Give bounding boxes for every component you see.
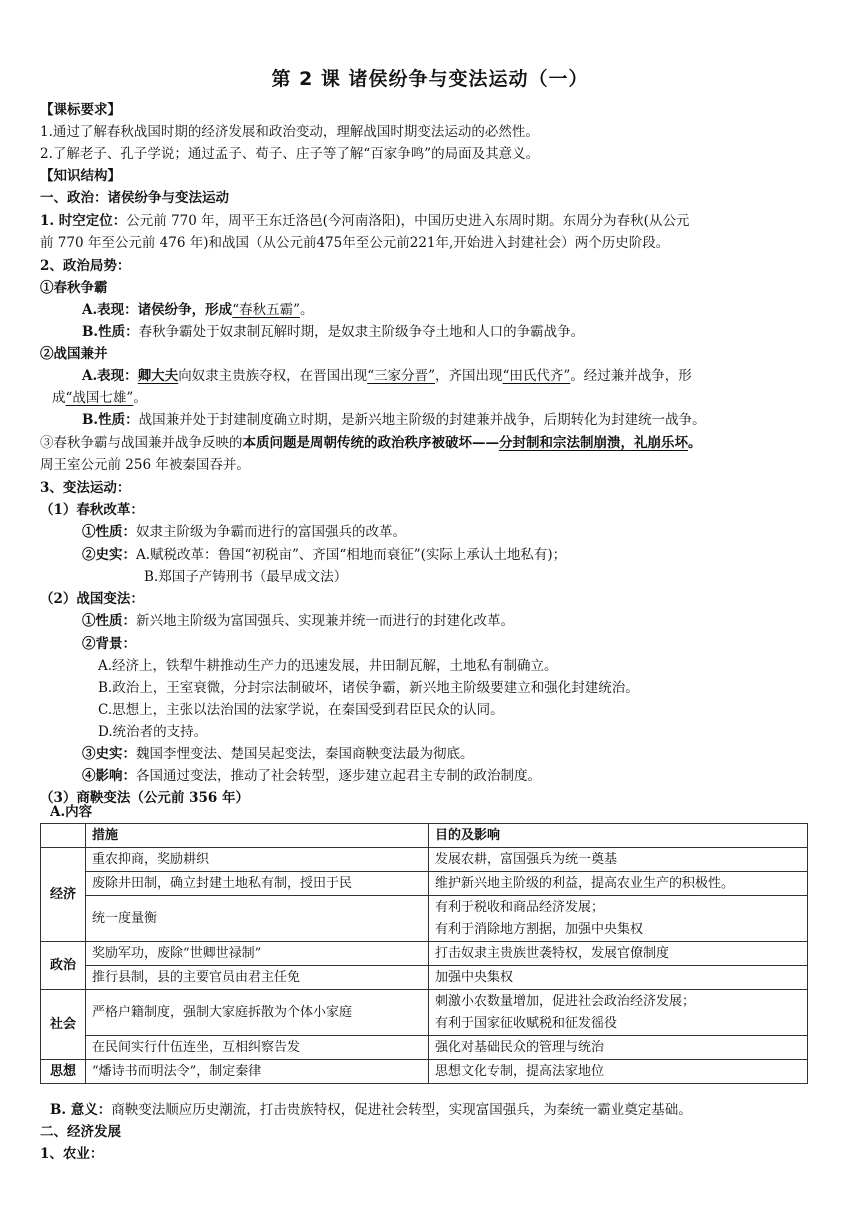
text: ，齐国出现	[435, 368, 503, 384]
label: B. 意义：	[50, 1102, 112, 1118]
underlined-term: “三家分晋”	[367, 368, 435, 384]
zg-background-label: ②背景：	[82, 636, 136, 652]
measure-cell: 统一度量衡	[86, 896, 429, 942]
label: A.表现：	[82, 302, 138, 318]
label: ④影响：	[82, 768, 136, 784]
header-measure: 措施	[86, 824, 429, 848]
table-row	[41, 896, 808, 942]
measure-cell: 在民间实行什伍连坐，互相纠察告发	[86, 1036, 429, 1060]
reform-heading: 3、变法运动：	[40, 480, 131, 496]
effect-cell: 强化对基础民众的管理与统治	[429, 1036, 808, 1060]
measure-cell: 推行县制，县的主要官员由君主任免	[86, 966, 429, 990]
text: 成	[52, 390, 66, 406]
chunqiu-a	[82, 299, 314, 321]
effect-cell	[429, 990, 808, 1036]
chunqiu-heading: ①春秋争霸	[40, 280, 108, 296]
curriculum-heading: 【课标要求】	[40, 102, 121, 118]
label: ①性质：	[82, 613, 136, 629]
effect-cell: 加强中央集权	[429, 966, 808, 990]
knowledge-heading: 【知识结构】	[40, 168, 121, 184]
cq-nature	[82, 521, 406, 543]
measure-cell: 严格户籍制度，强制大家庭拆散为个体小家庭	[86, 990, 429, 1036]
bg-c: C.思想上，主张以法治国的法家学说，在秦国受到君臣民众的认同。	[98, 702, 504, 718]
underlined-term: “春秋五霸”	[232, 302, 300, 318]
text: 。	[300, 302, 314, 318]
table-row	[41, 966, 808, 990]
underlined-term: 卿大夫	[137, 368, 179, 384]
zhanguo-a	[82, 365, 692, 387]
shangyang-heading: （3）商鞅变法（公元前 356 年）	[40, 790, 249, 806]
text: 。	[688, 435, 702, 451]
text: 春秋争霸处于奴隶制瓦解时期，是奴隶主阶级争夺土地和人口的争霸战争。	[138, 324, 585, 340]
bg-b: B.政治上，王室衰微，分封宗法制破坏，诸侯争霸，新兴地主阶级要建立和强化封建统治。	[98, 680, 639, 696]
zhanguo-heading: ②战国兼并	[40, 346, 108, 362]
text: 魏国李悝变法、楚国吴起变法，秦国商鞅变法最为彻底。	[136, 746, 474, 762]
lesson-title: 第 2 课 诸侯纷争与变法运动（一）	[271, 68, 589, 90]
label: A.表现：	[82, 368, 138, 384]
text: 各国通过变法，推动了社会转型，逐步建立起君主专制的政治制度。	[136, 768, 541, 784]
table-row	[41, 872, 808, 896]
economy-heading: 二、经济发展	[40, 1124, 121, 1140]
effect-line: 刺激小农数量增加，促进社会政治经济发展；	[435, 993, 696, 1009]
text: A.赋税改革：鲁国“初税亩”、齐国“相地而衰征”(实际上承认土地私有)；	[136, 547, 567, 563]
label: B.性质：	[82, 412, 139, 428]
effect-line: 有利于税收和商品经济发展；	[435, 899, 605, 915]
table-row	[41, 848, 808, 872]
curriculum-item-2: 2.了解老子、孔子学说；通过孟子、荀子、庄子等了解“百家争鸣”的局面及其意义。	[40, 146, 540, 162]
cq-facts-b: B.郑国子产铸刑书（最早成文法）	[144, 569, 348, 585]
text: 奴隶主阶级为争霸而进行的富国强兵的改革。	[136, 524, 406, 540]
text: 新兴地主阶级为富国强兵、实现兼并统一而进行的封建化改革。	[136, 613, 514, 629]
header-effect: 目的及影响	[429, 824, 808, 848]
measure-cell: 重农抑商，奖励耕织	[86, 848, 429, 872]
curriculum-item-1: 1.通过了解春秋战国时期的经济发展和政治变动，理解战国时期变法运动的必然性。	[40, 124, 539, 140]
text: 战国兼并处于封建制度确立时期，是新兴地主阶级的封建兼并战争，后期转化为封建统一战争。	[138, 412, 706, 428]
table-row	[41, 990, 808, 1036]
essence-line	[40, 432, 702, 454]
text: 诸侯纷争，形成	[137, 302, 233, 318]
category-economy: 经济	[41, 848, 86, 942]
table-row	[41, 1036, 808, 1060]
meaning-line	[50, 1099, 692, 1121]
content-label: A.内容	[50, 804, 93, 820]
effect-line: 有利于国家征收赋税和征发徭役	[435, 1015, 618, 1031]
reform-table	[40, 823, 808, 1084]
zhanguo-b	[82, 409, 706, 431]
text: 商鞅变法顺应历史潮流，打击贵族特权，促进社会转型，实现富国强兵，为秦统一霸业奠定基础。	[111, 1102, 692, 1118]
bg-d: D.统治者的支持。	[98, 724, 208, 740]
text: 本质问题是周朝传统的政治秩序被破坏——	[242, 435, 499, 451]
section-1-heading: 一、政治：诸侯纷争与变法运动	[40, 190, 229, 206]
table-row	[41, 942, 808, 966]
effect-cell: 打击奴隶主贵族世袭特权，发展官僚制度	[429, 942, 808, 966]
table-corner	[41, 824, 86, 848]
effect-cell: 维护新兴地主阶级的利益，提高农业生产的积极性。	[429, 872, 808, 896]
category-society: 社会	[41, 990, 86, 1060]
bg-a: A.经济上，铁犁牛耕推动生产力的迅速发展，井田制瓦解，土地私有制确立。	[98, 658, 558, 674]
label: ②史实：	[82, 547, 136, 563]
zhanguo-reform-heading: （2）战国变法：	[40, 591, 144, 607]
political-situation-heading: 2、政治局势：	[40, 258, 131, 274]
text: 向奴隶主贵族夺权，在晋国出现	[178, 368, 368, 384]
effect-cell: 发展农耕，富国强兵为统一奠基	[429, 848, 808, 872]
time-space-line	[40, 210, 689, 232]
zhanguo-a-cont	[52, 387, 147, 409]
effect-cell: 思想文化专制，提高法家地位	[429, 1060, 808, 1084]
table-header-row	[41, 824, 808, 848]
text: 。	[133, 390, 147, 406]
category-thought: 思想	[41, 1060, 86, 1084]
text: ③春秋争霸与战国兼并战争反映的	[40, 435, 243, 451]
label: ①性质：	[82, 524, 136, 540]
chunqiu-reform-heading: （1）春秋改革：	[40, 502, 144, 518]
label: ③史实：	[82, 746, 136, 762]
text: 。经过兼并战争，形	[570, 368, 692, 384]
underlined-term: “田氏代齐”	[502, 368, 571, 384]
effect-cell	[429, 896, 808, 942]
zg-nature	[82, 610, 514, 632]
chunqiu-b	[82, 321, 584, 343]
measure-cell: 奖励军功，废除“世卿世禄制”	[86, 942, 429, 966]
zg-impact	[82, 765, 541, 787]
category-politics: 政治	[41, 942, 86, 990]
time-space-text: 公元前 770 年，周平王东迁洛邑(今河南洛阳)，中国历史进入东周时期。东周分为春秋(从公元	[126, 213, 690, 229]
underlined-term: 分封制和宗法制崩溃，礼崩乐坏	[499, 435, 688, 451]
measure-cell: “燔诗书而明法令”，制定秦律	[86, 1060, 429, 1084]
effect-line: 有利于消除地方割据，加强中央集权	[435, 921, 644, 937]
table-row	[41, 1060, 808, 1084]
label: B.性质：	[82, 324, 139, 340]
time-space-label: 1. 时空定位：	[40, 213, 127, 229]
cq-facts	[82, 544, 566, 566]
time-space-cont: 前 770 年至公元前 476 年)和战国（从公元前475年至公元前221年,开始进入封建社会）两个历史阶段。	[40, 235, 670, 251]
agriculture-heading: 1、农业：	[40, 1146, 104, 1162]
measure-cell: 废除井田制，确立封建土地私有制，授田于民	[86, 872, 429, 896]
underlined-term: “战国七雄”	[65, 390, 134, 406]
zg-facts	[82, 743, 474, 765]
essence-cont: 周王室公元前 256 年被秦国吞并。	[40, 457, 250, 473]
